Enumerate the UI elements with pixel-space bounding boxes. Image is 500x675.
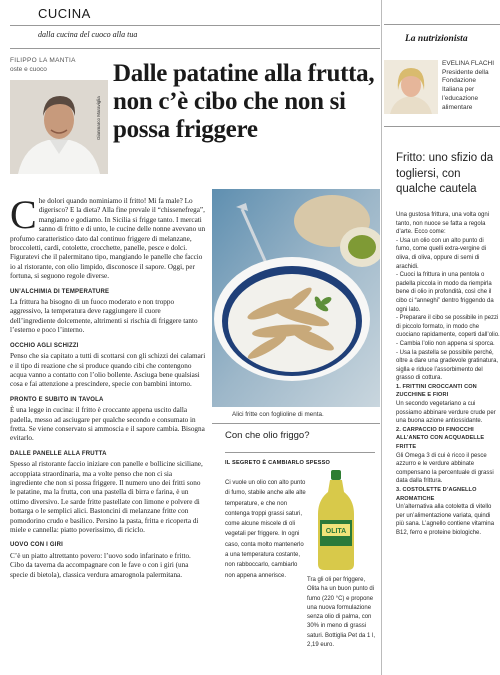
author-name: FILIPPO LA MANTIA [10, 57, 76, 64]
header-rule-lower [10, 48, 380, 49]
section-heading: DALLE PANELLE ALLA FRUTTA [10, 450, 107, 457]
tip-text: Un secondo vegetariano a cui possiamo abbinare verdure crude per una buona azione antiossidante. [396, 401, 496, 425]
header-rule [10, 25, 380, 26]
article-intro [10, 192, 206, 282]
section-title: CUCINA [38, 6, 91, 21]
drop-cap: C [10, 192, 37, 237]
sidebar-paragraph: - Cuoci la frittura in una pentola o padella piccola in modo da riempirla bene di olio in profondità, così che il cibo ci “anneghi” dentro friggendo da ogni lato. [396, 272, 494, 313]
sidebar-heading: Fritto: uno sfizio da togliersi, con qualche cautela [396, 152, 494, 195]
intro-text: he dolori quando nominiamo il fritto! Mi fa male? Lo digerisco? E la dieta? Alla fine prevale il “chissenefrega”, mangiamo e godiamo. In Sicilia si frigge tanto. I mercati sanno di fritto e di unto, le cucine delle nonne avevano un profumo caratteristico dato dal continuo friggere di melanzane, broccoletti, cardi, cotolette, crocchette, panelle, pesce e dolci. Figuratevi che il palermitano tipo, mangiando le panelle che faccio io al ristorante, con olio limpido, disconosce il sapore. Oggi, per fortuna, si seguono regole diverse. [10, 197, 206, 281]
section-text: Spesso al ristorante faccio iniziare con panelle e bollicine siciliane, accoppiata straordinaria, ma a volte penso che non ci sia ingrediente che non si possa friggere. Il numero uno dei fritti sono le patatine, ma la frutta, con una pastella di birra e farina, è un ottimo diversivo. Le sarde fritte pastellate con limone e polvere di bottarga o le semplici alici. Bastoncini di melanzane fritte con pomodorino crudo e basilico. Persino la pasta, fritta e ricoperta di miele e cannella: piatto poverissimo, di riciclo. [10, 460, 203, 534]
tip-title: 3. COSTOLETTE D’AGNELLO AROMATICHE [396, 487, 477, 502]
food-photo [212, 189, 380, 407]
sidebar-paragraph: Una gustosa frittura, una volta ogni tanto, non nuoce se fatta a regola d’arte. Ecco come: [396, 212, 490, 236]
expert-photo [384, 60, 438, 114]
expert-info [442, 60, 498, 112]
sidebar-title: La nutrizionista [405, 34, 468, 44]
section-heading: UN’ALCHIMIA DI TEMPERATURE [10, 288, 110, 295]
sidebar-top-rule [384, 24, 500, 25]
sidebar-paragraph: - Preparare il cibo se possibile in pezzi di piccolo formato, in modo che cuociano rapidamente, coperti dall’olio. [396, 315, 500, 339]
article-section [10, 342, 206, 390]
sidebar-paragraph: - Usa la pastella se possibile perché, oltre a dare una gradevole gratinatura, siglla e riduce l’assorbimento del grasso di cottura. [396, 349, 499, 382]
expert-role: Presidente della Fondazione Italiana per l’educazione alimentare [442, 68, 489, 111]
section-heading: UOVO CON I GIRI [10, 542, 64, 549]
section-text: Penso che sia capitato a tutti di scottarsi con gli schizzi dei calamari e il tipo di reazione che si produce quando cibi che contengono acqua vanno a contatto con l’olio bollente. Asciuga bene qualsiasi cosa e fai attenzione a prescindere, specie con bambini intorno. [10, 352, 206, 389]
section-heading: PRONTO E SUBITO IN TAVOLA [10, 396, 104, 403]
oil-bottle-image [312, 470, 360, 570]
photo-caption: Alici fritte con foglioline di menta. [232, 411, 324, 418]
section-text: È una legge in cucina: il fritto è croccante appena uscito dalla padella, messo ad asciugare per qualche secondo e consumato in fretta. Se viene conservato si ammoscia e il sapore cambia. Bisogna evitarlo. [10, 406, 205, 443]
oil-box-text: Ci vuole un olio con alto punto di fumo, stabile anche alle alte temperature, e che non contenga troppi grassi saturi, come alcune miscele di oli vegetali per friggere. In ogni caso, conta molto mantenerlo a una temperatura costante, non rabboccarlo, cambiarlo non appena annerisce. [225, 480, 306, 579]
tip-title: 1. FRITTINI CROCCANTI CON ZUCCHINE E FIORI [396, 383, 477, 399]
tip-text: Un’alternativa alla cotoletta di vitello per un’alimentazione variata, quindi più sana. L’agnello contiene vitamina B12, ferro e proteine biologiche. [396, 504, 495, 536]
sidebar-paragraph: - Usa un olio con un alto punto di fumo, come quelli extra-vergine di oliva, di oliva, oppure di semi di arachidi. [396, 237, 487, 270]
expert-name: EVELINA FLACHI [442, 60, 495, 67]
section-heading: OCCHIO AGLI SCHIZZI [10, 342, 79, 349]
section-text: C’è un piatto altrettanto povero: l’uovo sodo infarinato e fritto. Cibo da taverna da accompagnare con le fave o con i giri (una specie di bietola), classica verdura amarognola palermitana. [10, 551, 191, 579]
oil-box-subtitle: IL SEGRETO È CAMBIARLO SPESSO [225, 460, 331, 466]
article-section [10, 288, 206, 336]
oil-box-product-text: Tra gli oli per friggere, Olita ha un buon punto di fumo (220 °C) e propone una nuova formulazione senza olio di palma, con 30% in meno di grassi saturi. Bottiglia Pet da 1 l, 2,19 euro. [307, 577, 376, 649]
headline: Dalle patatine alla frutta, non c’è cibo che non si possa friggere [113, 60, 375, 143]
bottle-label: OLITA [325, 528, 347, 535]
tip-text: Gli Omega 3 di cui è ricco il pesce azzurro e le verdure abbinate compensano la percentuale di grassi data dalla frittura. [396, 452, 494, 485]
sidebar-body [396, 211, 500, 538]
box-inner-rule [225, 452, 375, 453]
box-rule [212, 423, 380, 424]
article-section [10, 450, 206, 536]
oil-box-title: Con che olio friggo? [225, 430, 310, 441]
section-subtitle: dalla cucina del cuoco alla tua [38, 30, 138, 39]
tip-title: 2. CARPACCIO DI FINOCCHI ALL’ANETO CON ACQUADELLE FRITTE [396, 426, 485, 451]
chef-photo [10, 80, 108, 174]
column-divider [381, 0, 382, 675]
article-section [10, 396, 206, 444]
section-text: La frittura ha bisogno di un fuoco moderato e non troppo aggressivo, la temperatura deve raggiungere il cuore dell’ingrediente dolcemente, altrimenti si rischia di friggere tanto l’esterno e poco l’interno. [10, 298, 198, 335]
sidebar-rule [384, 126, 500, 127]
article-body [10, 192, 206, 586]
photo-credit: Gianmarco Maraviglia [96, 96, 101, 140]
article-section [10, 541, 206, 580]
sidebar-paragraph: - Cambia l’olio non appena si sporca. [396, 340, 495, 347]
author-role: oste e cuoco [10, 66, 47, 73]
